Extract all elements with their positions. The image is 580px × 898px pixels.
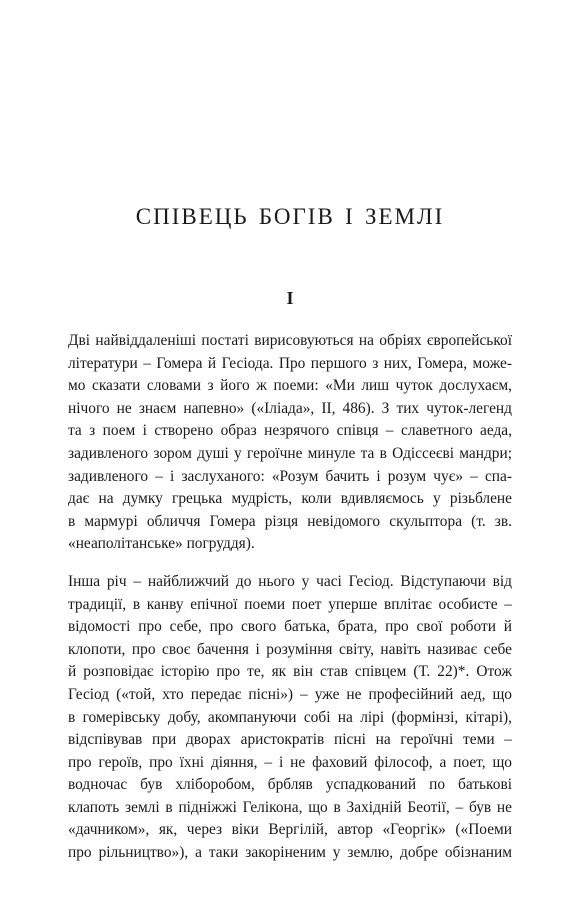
text-line: літератури – Гомера й Гесіода. Про першого з них, Гомера, може- bbox=[68, 354, 512, 372]
text-line: в мармурі обличчя Гомера різця невідомого скульптора (т. зв. bbox=[68, 512, 512, 530]
text-line: та з поем і створено образ незрячого співця – славетного аеда, bbox=[68, 422, 512, 440]
paragraph-1 bbox=[68, 330, 512, 556]
text-line: задивленого зором душі у героїчне минуле та в Одіссеєві мандри; bbox=[68, 444, 512, 462]
text-line: водночас був хліборобом, брбляв успадкований по батькові bbox=[68, 776, 512, 794]
text-line: в гомерівську добу, акомпануючи собі на лірі (формінзі, кітарі), bbox=[68, 708, 512, 726]
text-line: про героїв, про їхні діяння, – і не фаховий філософ, а поет, що bbox=[68, 753, 512, 771]
text-line: Дві найвіддаленіші постаті вирисовуються на обріях європейської bbox=[68, 332, 512, 349]
paragraph-2 bbox=[68, 571, 512, 865]
chapter-title: співець богів і землі bbox=[135, 196, 445, 232]
text-line: «дачником», як, через віки Вергілій, автор «Георгік» («Поеми bbox=[68, 821, 512, 839]
text-line: й розповідає історію про те, як він став співцем (Т. 22)*. Отож bbox=[68, 663, 512, 681]
text-line: дає на думку грецька мудрість, коли вдивляємось у різьблене bbox=[68, 490, 512, 508]
body-text bbox=[68, 330, 512, 880]
text-line: Інша річ – найближчий до нього у часі Гесіод. Відступаючи від bbox=[68, 572, 512, 590]
section-number: I bbox=[286, 288, 294, 308]
text-line: клапоть землі в підніжжі Гелікона, що в Західній Беотії, – був не bbox=[68, 798, 512, 816]
text-line: традиції, в канву епічної поеми поет уперше вплітає особисте – bbox=[68, 595, 512, 613]
text-line: відомості про себе, про свого батька, брата, про свої роботи й bbox=[68, 618, 512, 636]
text-line: відспівував при дворах аристократів пісні на героїчні теми – bbox=[68, 731, 512, 749]
text-line: мо сказати словами з його ж поеми: «Ми лиш чуток дослухаєм, bbox=[68, 377, 512, 395]
text-line: Гесіод («той, хто передає пісні») – уже не професійний аед, що bbox=[68, 685, 512, 703]
text-line: нічого не знаєм напевно» («Іліада», II, 486). З тих чуток-легенд bbox=[68, 399, 512, 417]
text-line: про рільництво»), а таки закоріненим у землю, добре обізнаним bbox=[68, 844, 512, 862]
text-line: задивленого – і заслуханого: «Розум бачить і розум чує» – спа- bbox=[68, 467, 512, 485]
text-line: клопоти, про своє бачення і розуміння світу, навіть називає себе bbox=[68, 640, 512, 658]
text-line: «неаполітанське» погруддя). bbox=[68, 535, 255, 553]
